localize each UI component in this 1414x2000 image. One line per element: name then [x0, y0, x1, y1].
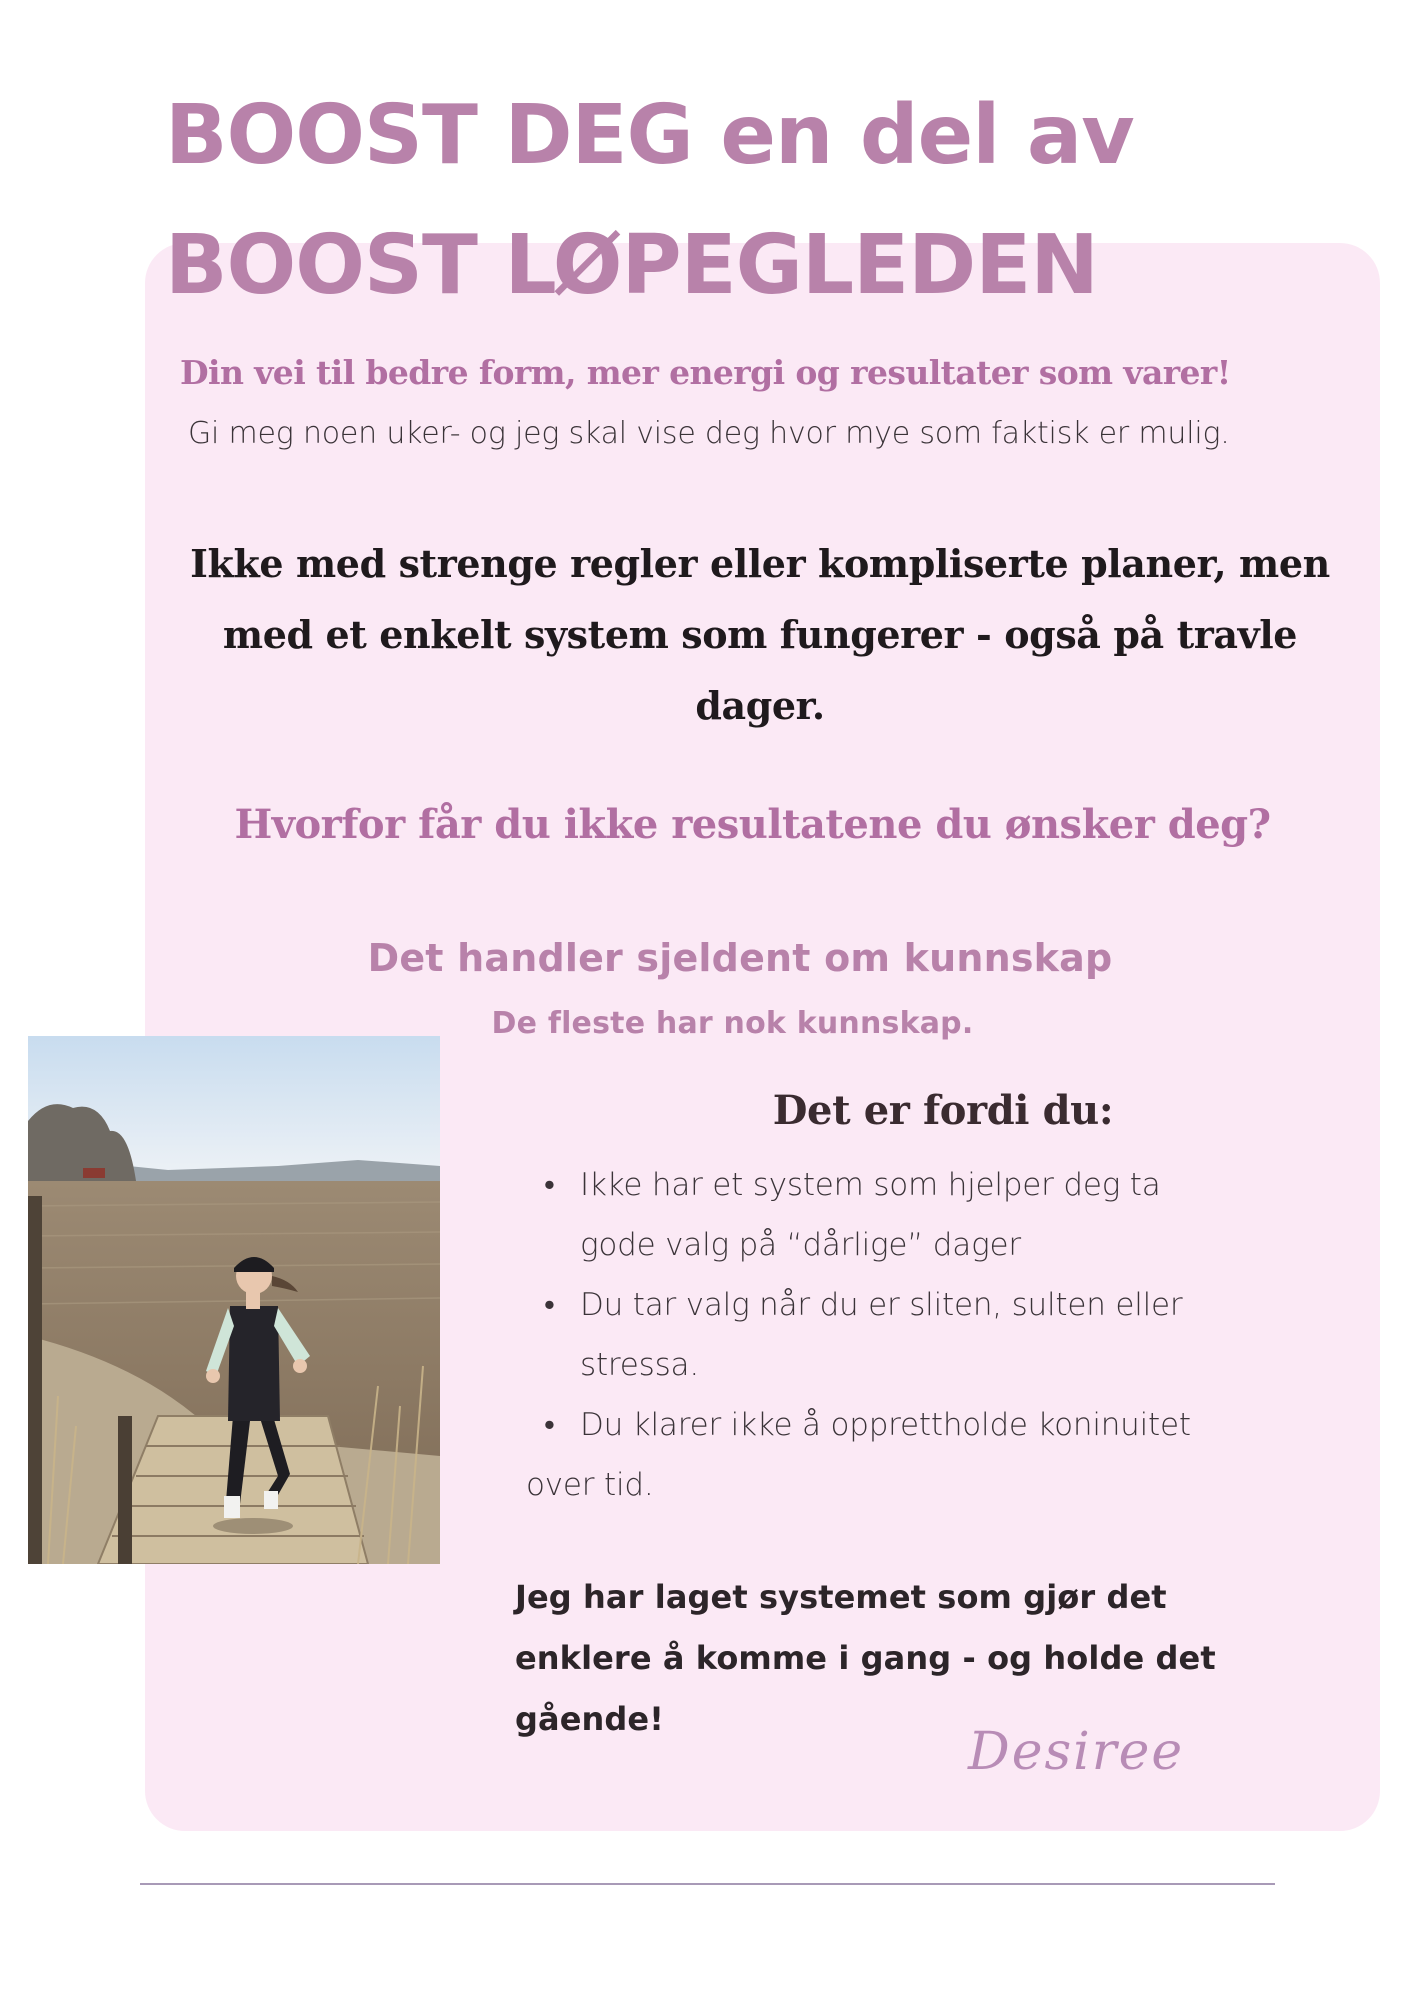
signature — [968, 1722, 1228, 1792]
bullet-icon: • — [544, 1287, 555, 1323]
reason-1-line-2: gode valg på “dårlige” dager — [580, 1227, 1021, 1263]
reasons-list — [526, 1155, 1266, 1515]
reason-2-line-1: Du tar valg når du er sliten, sulten eller — [580, 1287, 1183, 1323]
reason-3-line-2: over tid. — [526, 1467, 654, 1503]
reason-1-line-1: Ikke har et system som hjelper deg ta — [580, 1167, 1161, 1203]
bullet-icon: • — [544, 1407, 555, 1443]
headline-line-2: BOOST LØPEGLEDEN — [165, 218, 1098, 313]
knowledge-heading: Det handler sjeldent om kunnskap — [367, 936, 1113, 980]
knowledge-subline: De fleste har nok kunnskap. — [491, 1006, 974, 1041]
list-item — [526, 1155, 1266, 1275]
bullet-icon: • — [544, 1167, 555, 1203]
headline-line-1: BOOST DEG en del av — [165, 88, 1134, 183]
list-item — [526, 1395, 1266, 1515]
statement-text: Ikke med strenge regler eller kompliserte planer, men med et enkelt system som fungerer - også på travle dager. — [190, 541, 1330, 728]
reason-3-line-1: Du klarer ikke å opprettholde koninuitet — [580, 1407, 1191, 1443]
tagline: Din vei til bedre form, mer energi og resultater som varer! — [180, 353, 1231, 392]
list-item — [526, 1275, 1266, 1395]
runner-photo — [28, 1036, 440, 1564]
question-heading: Hvorfor får du ikke resultatene du ønsker deg? — [234, 801, 1271, 848]
reasons-title: Det er fordi du: — [772, 1087, 1114, 1134]
closing-text: Jeg har laget systemet som gjør det enklere å komme i gang - og holde det gående! — [515, 1578, 1216, 1738]
signature-text: Desiree — [968, 1722, 1185, 1782]
intro-text: Gi meg noen uker- og jeg skal vise deg hvor mye som faktisk er mulig. — [188, 416, 1230, 451]
reason-2-line-2: stressa. — [580, 1347, 699, 1383]
divider-line — [140, 1883, 1275, 1885]
